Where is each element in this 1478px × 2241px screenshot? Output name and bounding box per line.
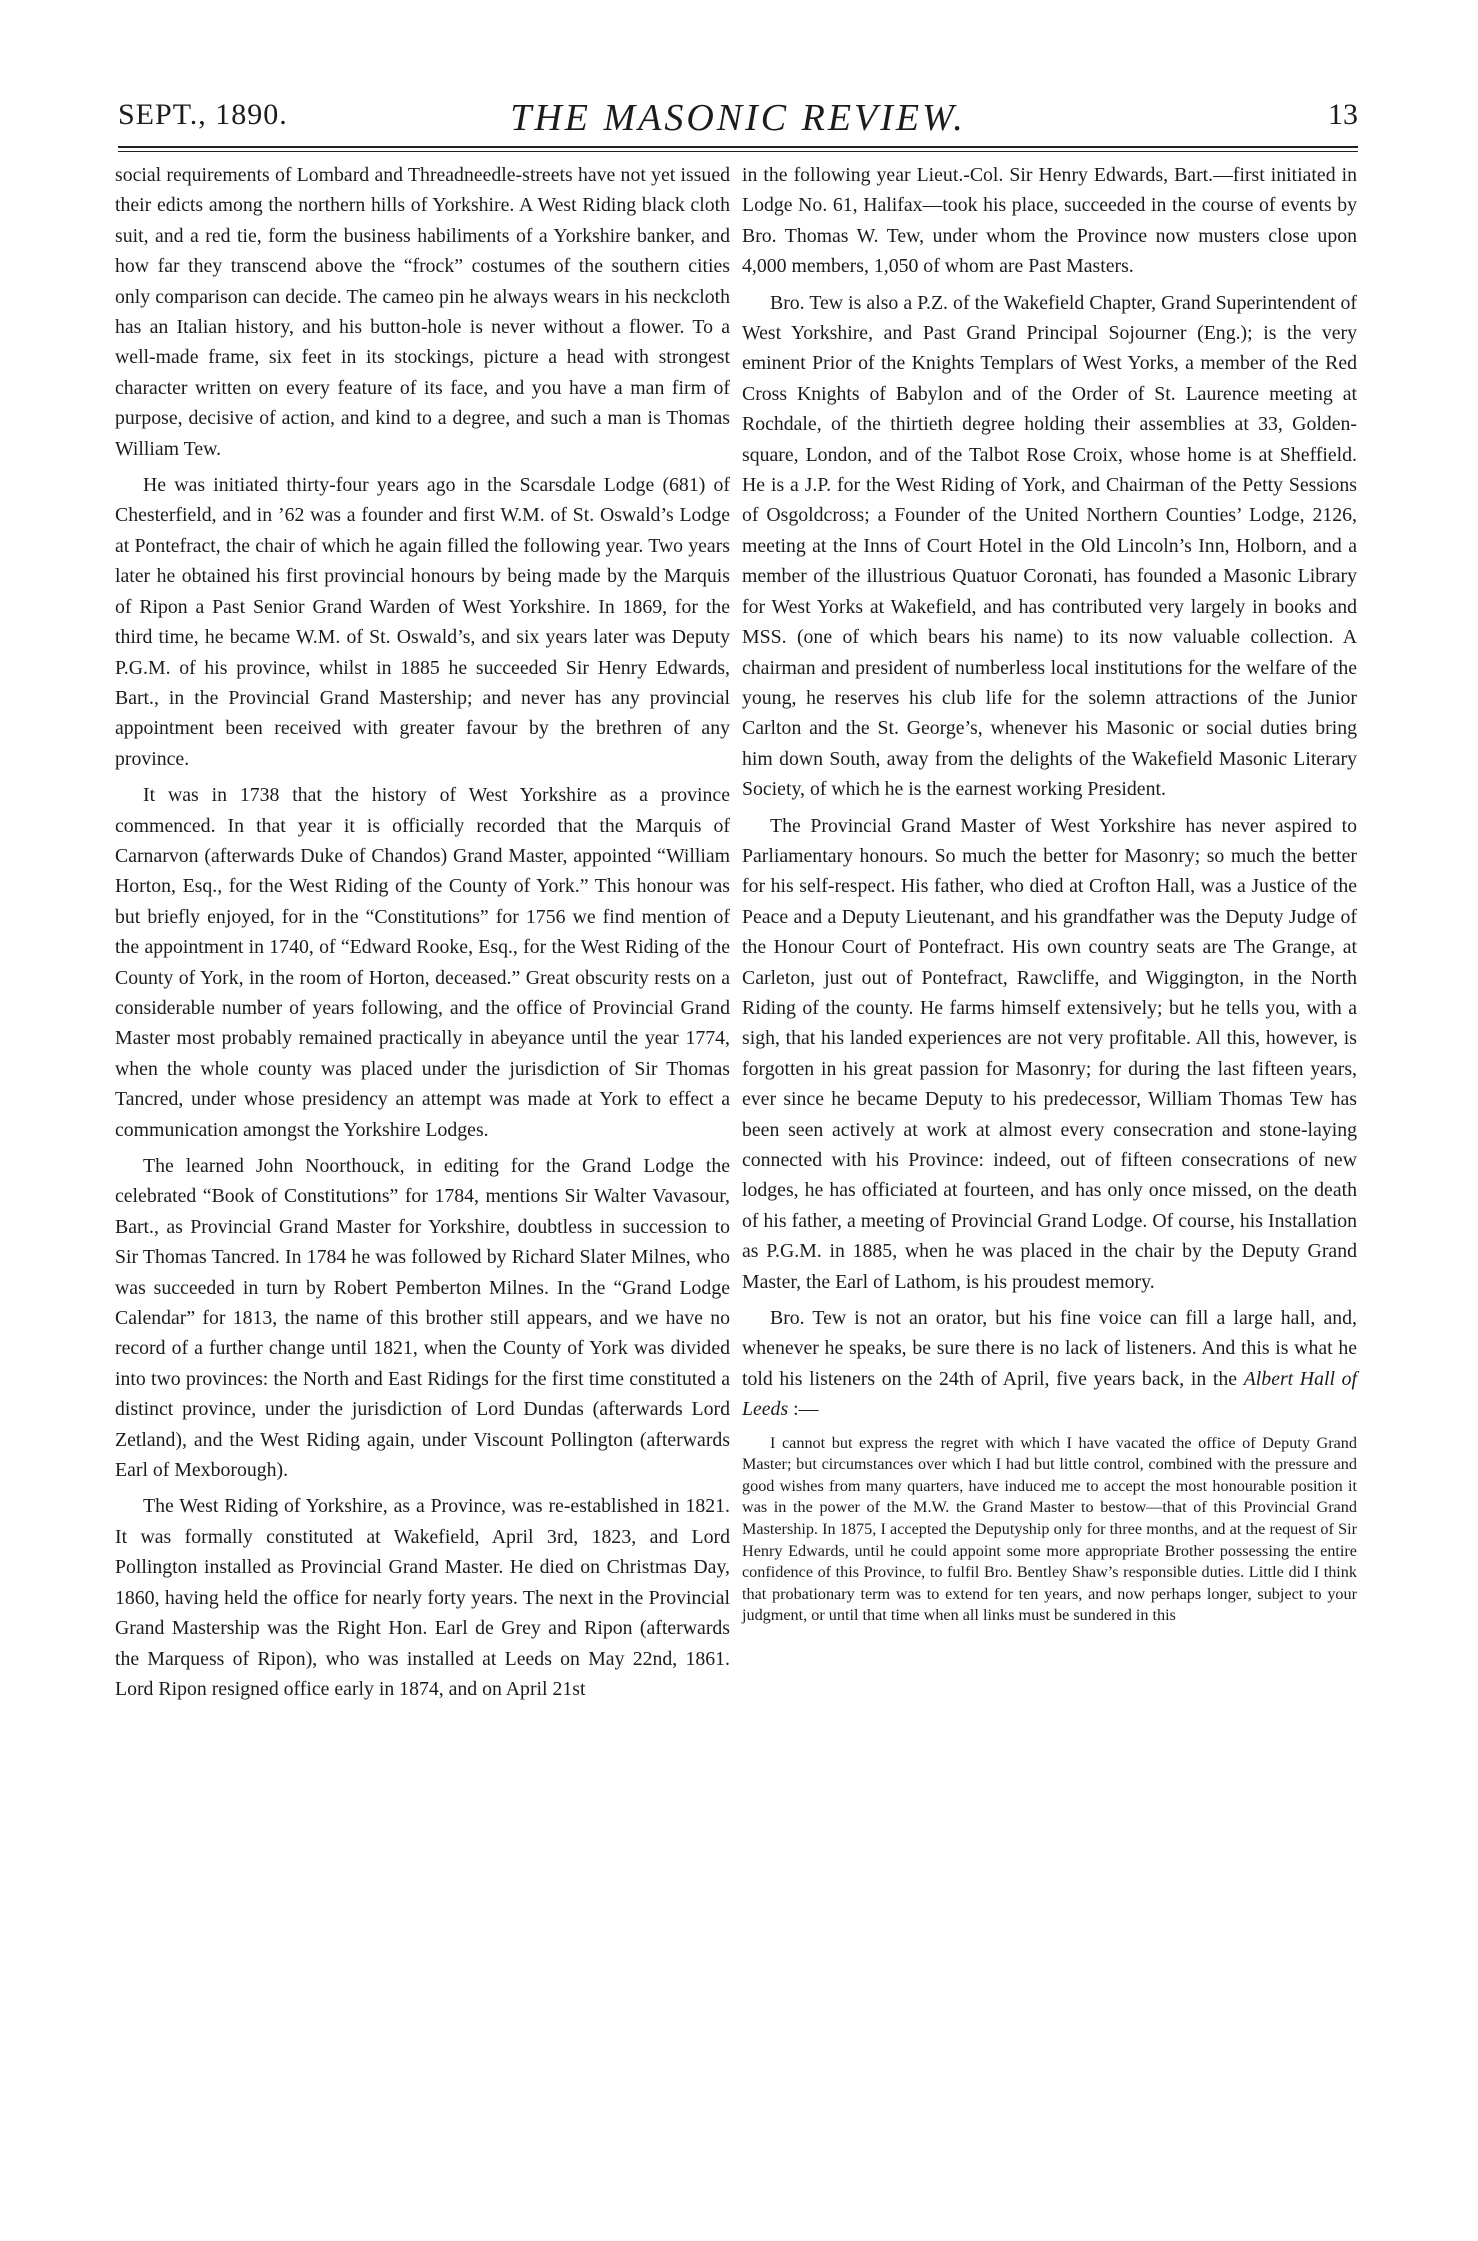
paragraph: social requirements of Lombard and Threadneedle-streets have not yet issued their edicts among the northern hills of Yorkshire. A West Riding black cloth suit, and a red tie, form the business habiliments of a Yorkshire banker, and how far they transcend above the “frock” costumes of the southern cities only comparison can decide. The cameo pin he always wears in his neckcloth has an Italian history, and his button-hole is never without a flower. To a well-made frame, six feet in its stockings, picture a head with strongest character written on every feature of its face, and you have a man firm of purpose, decisive of action, and kind to a degree, and such a man is Thomas William Tew. — [115, 164, 730, 460]
speech-quotation: I cannot but express the regret with which I have vacated the office of Deputy Grand Master; but circumstances over which I had but little control, combined with the pressure and good wishes from many quarters, have induced me to accept the most honourable position it was in the power of the M.W. the Grand Master to bestow—that of this Provincial Grand Mastership. In 1875, I accepted the Deputyship only for three months, and at the request of Sir Henry Edwards, until he could appoint some more appropriate Brother possessing the entire confidence of this Province, to fulfil Bro. Bentley Shaw’s responsible duties. Little did I think that probationary term was to extend for ten years, and now perhaps longer, subject to your judgment, or until that time when all links must be sundered in this — [742, 1433, 1357, 1625]
paragraph: The learned John Noorthouck, in editing for the Grand Lodge the celebrated “Book of Constitutions” for 1784, mentions Sir Walter Vavasour, Bart., as Provincial Grand Master for Yorkshire, doubtless in succession to Sir Thomas Tancred. In 1784 he was followed by Richard Slater Milnes, who was succeeded in turn by Robert Pemberton Milnes. In the “Grand Lodge Calendar” for 1813, the name of this brother still appears, and we have no record of a further change until 1821, when the County of York was divided into two provinces: the North and East Ridings for the first time constituted a distinct province, under the jurisdiction of Lord Dundas (afterwards Lord Zetland), and the West Riding again, under Viscount Pollington (afterwards Earl of Mexborough). — [115, 1155, 730, 1482]
paragraph: The Provincial Grand Master of West Yorkshire has never aspired to Parliamentary honours. So much the better for Masonry; so much the better for his self-respect. His father, who died at Crofton Hall, was a Justice of the Peace and a Deputy Lieutenant, and his grandfather was the Deputy Judge of the Honour Court of Pontefract. His own country seats are The Grange, at Carleton, just out of Pontefract, Rawcliffe, and Wiggington, in the North Riding of the county. He farms himself extensively; but he tells you, with a sigh, that his landed experiences are not very profitable. All this, however, is forgotten in his great passion for Masonry; for during the last fifteen years, ever since he became Deputy to his predecessor, William Thomas Tew has been seen actively at work at almost every consecration and stone-laying connected with his Province: indeed, out of fifteen consecrations of new lodges, he has officiated at fourteen, and has only once missed, on the death of his father, a meeting of Provincial Grand Lodge. Of course, his Installation as P.G.M. in 1885, when he was placed in the chair by the Deputy Grand Master, the Earl of Lathom, is his proudest memory. — [742, 814, 1357, 1293]
paragraph: Bro. Tew is also a P.Z. of the Wakefield Chapter, Grand Superintendent of West Yorkshire, and Past Grand Principal Sojourner (Eng.); is the very eminent Prior of the Knights Templars of West Yorks, a member of the Red Cross Knights of Babylon and of the Order of St. Laurence meeting at Rochdale, of the thirtieth degree holding their assemblies at 33, Golden-square, London, and of the Talbot Rose Croix, whose home is at Sheffield. He is a J.P. for the West Riding of York, and Chairman of the Petty Sessions of Osgoldcross; a Founder of the United Northern Counties’ Lodge, 2126, meeting at the Inns of Court Hotel in the Old Lincoln’s Inn, Holborn, and a member of the illustrious Quatuor Coronati, has founded a Masonic Library for West Yorks at Wakefield, and has contributed very largely in books and MSS. (one of which bears his name) to its now valuable collection. A chairman and president of numberless local institutions for the welfare of the young, he reserves his club life for the solemn attractions of the Junior Carlton and the St. George’s, whenever his Masonic or social duties bring him down South, away from the delights of the Wakefield Masonic Literary Society, of which he is the earnest working President. — [742, 291, 1357, 801]
paragraph: He was initiated thirty-four years ago in the Scarsdale Lodge (681) of Chesterfield, and in ’62 was a founder and first W.M. of St. Oswald’s Lodge at Pontefract, the chair of which he again filled the following year. Two years later he obtained his first provincial honours by being made by the Marquis of Ripon a Past Senior Grand Warden of West Yorkshire. In 1869, for the third time, he became W.M. of St. Oswald’s, and six years later was Deputy P.G.M. of his province, whilst in 1885 he succeeded Sir Henry Edwards, Bart., in the Provincial Grand Mastership; and never has any provincial appointment been received with greater favour by the brethren of any province. — [115, 474, 730, 770]
left-column — [115, 160, 730, 1710]
paragraph-text-end: :— — [793, 1398, 819, 1421]
paragraph: in the following year Lieut.-Col. Sir Henry Edwards, Bart.—first initiated in Lodge No. 61, Halifax—took his place, succeeded in the course of events by Bro. Thomas W. Tew, under whom the Province now musters close upon 4,000 members, 1,050 of whom are Past Masters. — [742, 164, 1357, 278]
page-number: 13 — [1328, 98, 1358, 131]
header-rule-thin — [118, 151, 1358, 152]
paragraph: It was in 1738 that the history of West Yorkshire as a province commenced. In that year it is officially recorded that the Marquis of Carnarvon (afterwards Duke of Chandos) Grand Master, appointed “William Horton, Esq., for the West Riding of the County of York.” This honour was but briefly enjoyed, for in the “Constitutions” for 1756 we find mention of the appointment in 1740, of “Edward Rooke, Esq., for the West Riding of the County of York, in the room of Horton, deceased.” Great obscurity rests on a considerable number of years following, and the office of Provincial Grand Master most probably remained practically in abeyance until the year 1774, when the whole county was placed under the jurisdiction of Sir Thomas Tancred, under whose presidency an attempt was made at York to effect a communication amongst the Yorkshire Lodges. — [115, 784, 730, 1141]
paragraph-text: Bro. Tew is not an orator, but his fine voice can fill a large hall, and, whenever he speaks, be sure there is no lack of listeners. And this is what he told his listeners on the 24th of April, five years back, in the — [742, 1307, 1357, 1390]
right-column — [742, 160, 1357, 1633]
journal-title: THE MASONIC REVIEW. — [510, 97, 966, 139]
running-header — [118, 96, 1358, 140]
issue-date: SEPT., 1890. — [118, 98, 288, 131]
header-rule-thick — [118, 146, 1358, 148]
paragraph: The West Riding of Yorkshire, as a Province, was re-established in 1821. It was formally constituted at Wakefield, April 3rd, 1823, and Lord Pollington installed as Provincial Grand Master. He died on Christmas Day, 1860, having held the office for nearly forty years. The next in the Provincial Grand Mastership was the Right Hon. Earl de Grey and Ripon (afterwards the Marquess of Ripon), who was installed at Leeds on May 22nd, 1861. Lord Ripon resigned office early in 1874, and on April 21st — [115, 1495, 730, 1700]
paragraph — [742, 1303, 1357, 1425]
speech-venue: Albert Hall of Leeds — [742, 1367, 1358, 1421]
